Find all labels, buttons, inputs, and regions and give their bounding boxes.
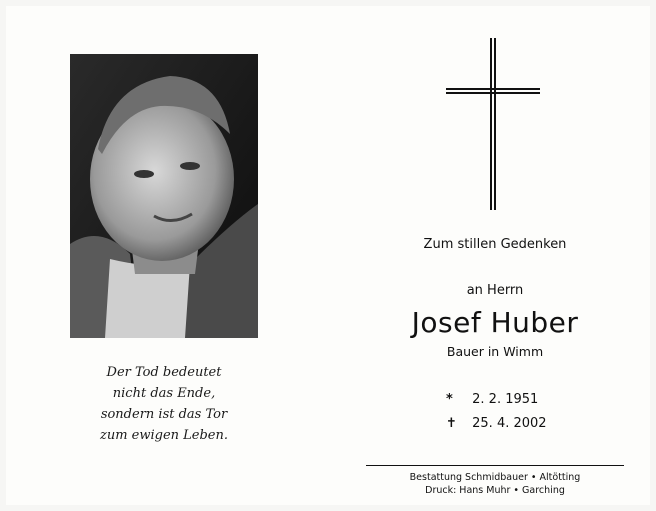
deceased-name: Josef Huber (411, 306, 579, 339)
imprint (366, 471, 624, 497)
portrait-image (70, 54, 258, 338)
birth-icon: * (446, 392, 453, 407)
quote-line: Der Tod bedeutet (106, 365, 222, 380)
divider (366, 465, 624, 466)
funeral-home: Bestattung Schmidbauer • Altötting (409, 472, 581, 483)
birth-date: 2. 2. 1951 (472, 392, 539, 407)
printer: Druck: Hans Muhr • Garching (425, 485, 565, 496)
quote-line: nicht das Ende, (112, 386, 216, 401)
cross-icon (446, 38, 540, 210)
memorial-quote (70, 362, 258, 446)
death-row (446, 416, 547, 440)
deceased-role: Bauer in Wimm (446, 344, 544, 359)
death-date: 25. 4. 2002 (472, 416, 547, 431)
life-dates (446, 392, 547, 440)
quote-line: sondern ist das Tor (100, 407, 228, 422)
portrait-photo (70, 54, 258, 338)
name-prefix: an Herrn (466, 283, 524, 298)
quote-line: zum ewigen Leben. (99, 428, 229, 443)
birth-row (446, 392, 547, 416)
memorial-heading: Zum stillen Gedenken (423, 237, 567, 252)
death-cross-icon: ✝ (446, 416, 457, 431)
